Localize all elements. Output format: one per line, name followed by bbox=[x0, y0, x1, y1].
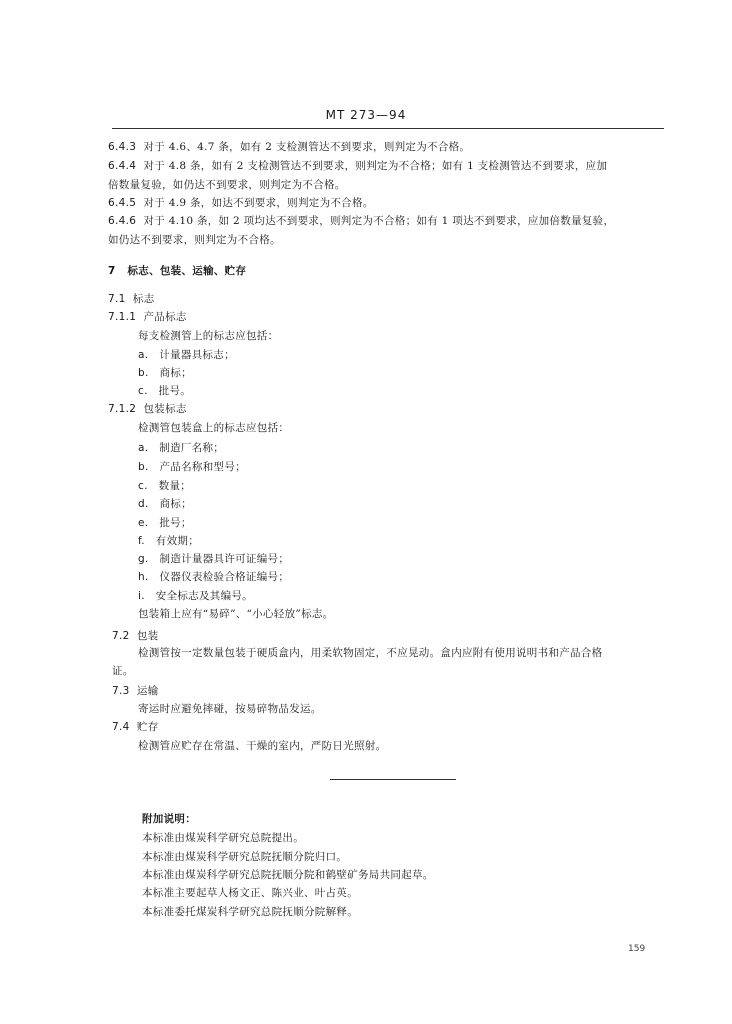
clause-6-4-3: 6.4.3 对于 4.6、4.7 条，如有 2 支检测管达不到要求，则判定为不合格。 bbox=[108, 141, 471, 153]
storage-text: 检测管应贮存在常温、干燥的室内，严防日光照射。 bbox=[138, 740, 387, 752]
list-item: b. 商标； bbox=[138, 367, 192, 379]
list-item: d. 商标； bbox=[138, 498, 192, 510]
additional-note: 本标准主要起草人杨文正、陈兴业、叶占英。 bbox=[142, 887, 358, 899]
section-7-3-heading: 7.3 运输 bbox=[112, 685, 159, 697]
list-item: c. 数量； bbox=[138, 480, 192, 492]
packaging-text-cont: 证。 bbox=[112, 665, 134, 677]
header-rule bbox=[112, 128, 664, 129]
list-item: b. 产品名称和型号； bbox=[138, 461, 246, 473]
list-item: a. 计量器具标志； bbox=[138, 349, 235, 361]
package-box-note: 包装箱上应有“易碎”、“小心轻放”标志。 bbox=[138, 608, 334, 620]
list-item: c. 批号。 bbox=[138, 385, 192, 397]
additional-notes-heading: 附加说明： bbox=[142, 813, 196, 825]
list-item: e. 批号； bbox=[138, 517, 192, 529]
packaging-text: 检测管按一定数量包装于硬质盒内，用柔软物固定，不应晃动。盒内应附有使用说明书和产品合格 bbox=[138, 647, 603, 659]
page-header: MT 273—94 bbox=[325, 108, 407, 122]
clause-6-4-4: 6.4.4 对于 4.8 条，如有 2 支检测管达不到要求，则判定为不合格；如有 1 支检测管达不到要求，应加 bbox=[108, 160, 608, 172]
package-mark-intro: 检测管包装盒上的标志应包括： bbox=[138, 422, 290, 434]
section-7-1-heading: 7.1 标志 bbox=[108, 293, 155, 305]
list-item: h. 仪器仪表检验合格证编号； bbox=[138, 571, 290, 583]
list-item: g. 制造计量器具许可证编号； bbox=[138, 553, 290, 565]
list-item: i. 安全标志及其编号。 bbox=[138, 590, 253, 602]
additional-note: 本标准由煤炭科学研究总院抚顺分院和鹤壁矿务局共同起草。 bbox=[142, 869, 434, 881]
additional-note: 本标准由煤炭科学研究总院抚顺分院归口。 bbox=[142, 851, 348, 863]
list-item: f. 有效期； bbox=[138, 535, 199, 547]
section-7-4-heading: 7.4 贮存 bbox=[112, 721, 159, 733]
separator-rule bbox=[330, 779, 456, 780]
clause-6-4-6: 6.4.6 对于 4.10 条，如 2 项均达不到要求，则判定为不合格；如有 1 项达不到要求，应加倍数量复验， bbox=[108, 215, 615, 227]
clause-6-4-6-cont: 如仍达不到要求，则判定为不合格。 bbox=[108, 234, 281, 246]
transport-text: 寄运时应避免摔碰，按易碎物品发运。 bbox=[138, 703, 322, 715]
additional-note: 本标准委托煤炭科学研究总院抚顺分院解释。 bbox=[142, 906, 358, 918]
product-mark-intro: 每支检测管上的标志应包括： bbox=[138, 330, 279, 342]
clause-6-4-5: 6.4.5 对于 4.9 条，如达不到要求，则判定为不合格。 bbox=[108, 197, 374, 209]
page-number: 159 bbox=[628, 944, 646, 954]
clause-6-4-4-cont: 倍数量复验，如仍达不到要求，则判定为不合格。 bbox=[108, 179, 346, 191]
section-7-1-1-heading: 7.1.1 产品标志 bbox=[108, 311, 187, 323]
section-7-1-2-heading: 7.1.2 包装标志 bbox=[108, 403, 187, 415]
section-7-2-heading: 7.2 包装 bbox=[112, 630, 159, 642]
section-7-heading: 7 标志、包装、运输、贮存 bbox=[108, 265, 247, 277]
additional-note: 本标准由煤炭科学研究总院提出。 bbox=[142, 832, 304, 844]
list-item: a. 制造厂名称； bbox=[138, 442, 225, 454]
